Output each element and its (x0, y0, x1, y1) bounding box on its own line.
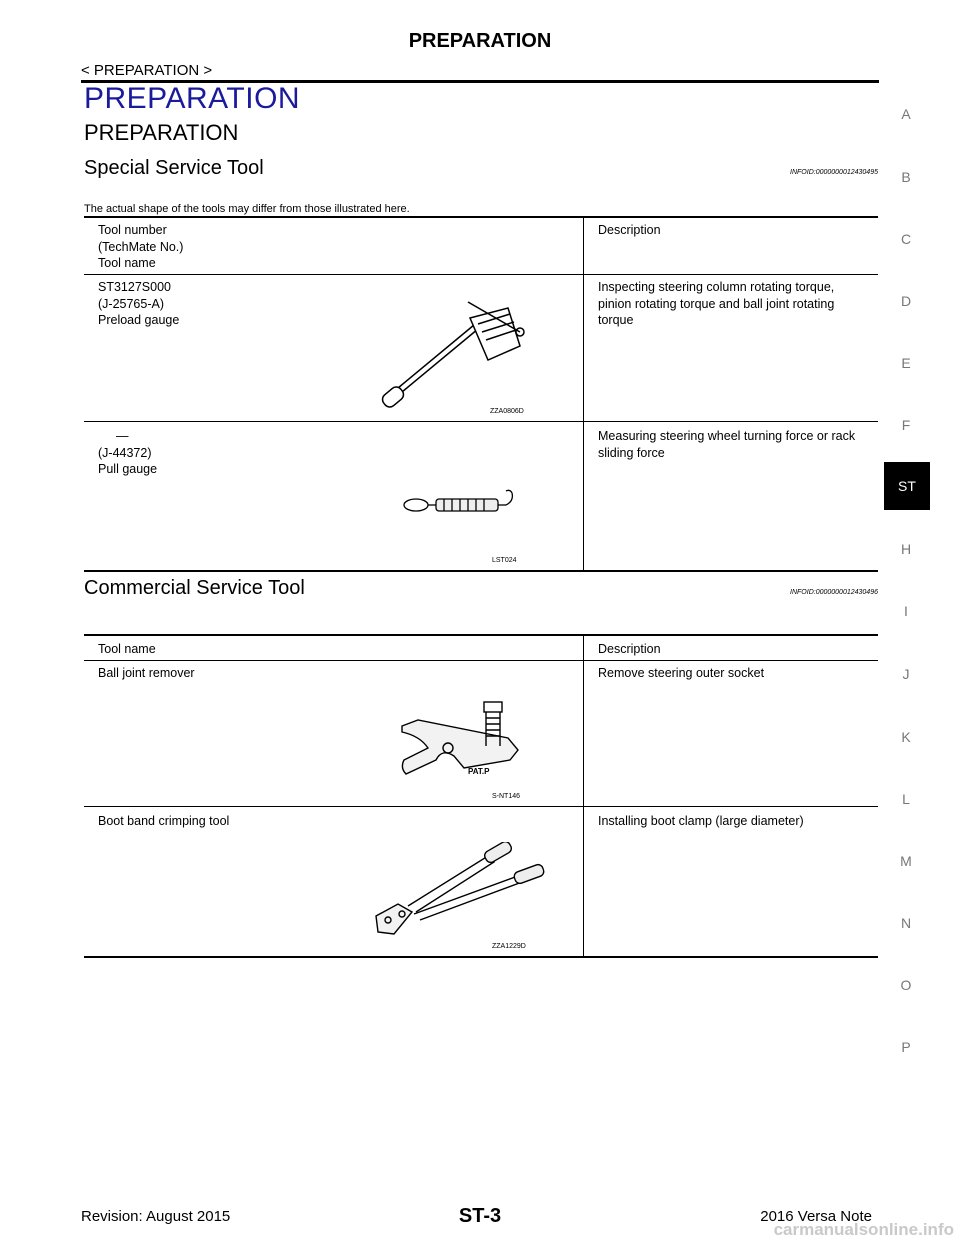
side-index-j[interactable]: J (902, 666, 910, 682)
figure-label: S-NT146 (492, 793, 521, 800)
column-header-tool: Tool name (98, 642, 156, 656)
table-row: Ball joint remover (98, 666, 195, 680)
side-index-l[interactable]: L (902, 791, 910, 807)
table-rule (84, 216, 878, 218)
side-index-p[interactable]: P (901, 1039, 911, 1055)
figure-label: ZZA1229D (492, 943, 526, 950)
page-number: ST-3 (458, 1205, 502, 1227)
side-index-st-active[interactable]: ST (884, 462, 930, 510)
page-header-title: PREPARATION (408, 30, 552, 52)
table-divider (583, 218, 584, 571)
side-index-c[interactable]: C (900, 231, 912, 247)
row-description: Inspecting steering column rotating torque, pinion rotating torque and ball joint rotating torque (598, 280, 835, 327)
subsection-title: PREPARATION (84, 120, 239, 145)
column-header-tool: Tool number (TechMate No.) Tool name (98, 223, 184, 270)
commercial-infoid: INFOID:0000000012430496 (790, 589, 878, 596)
pull-gauge-illustration (400, 488, 520, 522)
table-row-divider (84, 421, 878, 422)
boot-band-crimping-tool-illustration (368, 842, 548, 942)
table-row: — (J-44372) Pull gauge (98, 429, 158, 476)
footer-model: 2016 Versa Note (760, 1208, 872, 1225)
watermark: carmanualsonline.info (773, 1220, 954, 1239)
table-rule (84, 634, 878, 636)
table-row-divider (84, 274, 878, 275)
side-index-o[interactable]: O (900, 977, 912, 993)
row-description: Remove steering outer socket (598, 666, 765, 680)
side-index-f[interactable]: F (901, 417, 911, 433)
column-header-description: Description (598, 223, 661, 237)
breadcrumb: < PREPARATION > (81, 62, 213, 79)
row-description: Measuring steering wheel turning force or rack sliding force (598, 429, 856, 460)
section-title: PREPARATION (84, 82, 301, 115)
table-row-divider (84, 660, 878, 661)
side-index-h[interactable]: H (900, 541, 912, 557)
table-rule (84, 570, 878, 572)
ball-joint-remover-illustration (398, 698, 528, 782)
table-row: ST3127S000 (J-25765-A) Preload gauge (98, 280, 180, 327)
preload-gauge-illustration (370, 298, 540, 418)
side-index-a[interactable]: A (901, 106, 911, 122)
table-rule (84, 956, 878, 958)
special-service-tool-heading: Special Service Tool (84, 157, 264, 179)
special-infoid: INFOID:0000000012430495 (790, 169, 878, 176)
side-index-i[interactable]: I (904, 603, 908, 619)
table-divider (583, 636, 584, 958)
side-index-n[interactable]: N (900, 915, 912, 931)
figure-label: ZZA0806D (490, 408, 524, 415)
column-header-description: Description (598, 642, 661, 656)
row-description: Installing boot clamp (large diameter) (598, 814, 804, 828)
side-index-d[interactable]: D (900, 293, 912, 309)
footer-revision: Revision: August 2015 (81, 1208, 231, 1225)
table-row-divider (84, 806, 878, 807)
side-index-m[interactable]: M (900, 853, 912, 869)
table-row: Boot band crimping tool (98, 814, 230, 828)
figure-label: LST024 (492, 557, 517, 564)
side-index-b[interactable]: B (901, 169, 911, 185)
intro-text: The actual shape of the tools may differ from those illustrated here. (84, 203, 410, 215)
commercial-service-tool-heading: Commercial Service Tool (84, 577, 305, 599)
side-index-e[interactable]: E (901, 355, 911, 371)
side-index-k[interactable]: K (901, 729, 911, 745)
pat-p-label: PAT.P (468, 767, 490, 776)
